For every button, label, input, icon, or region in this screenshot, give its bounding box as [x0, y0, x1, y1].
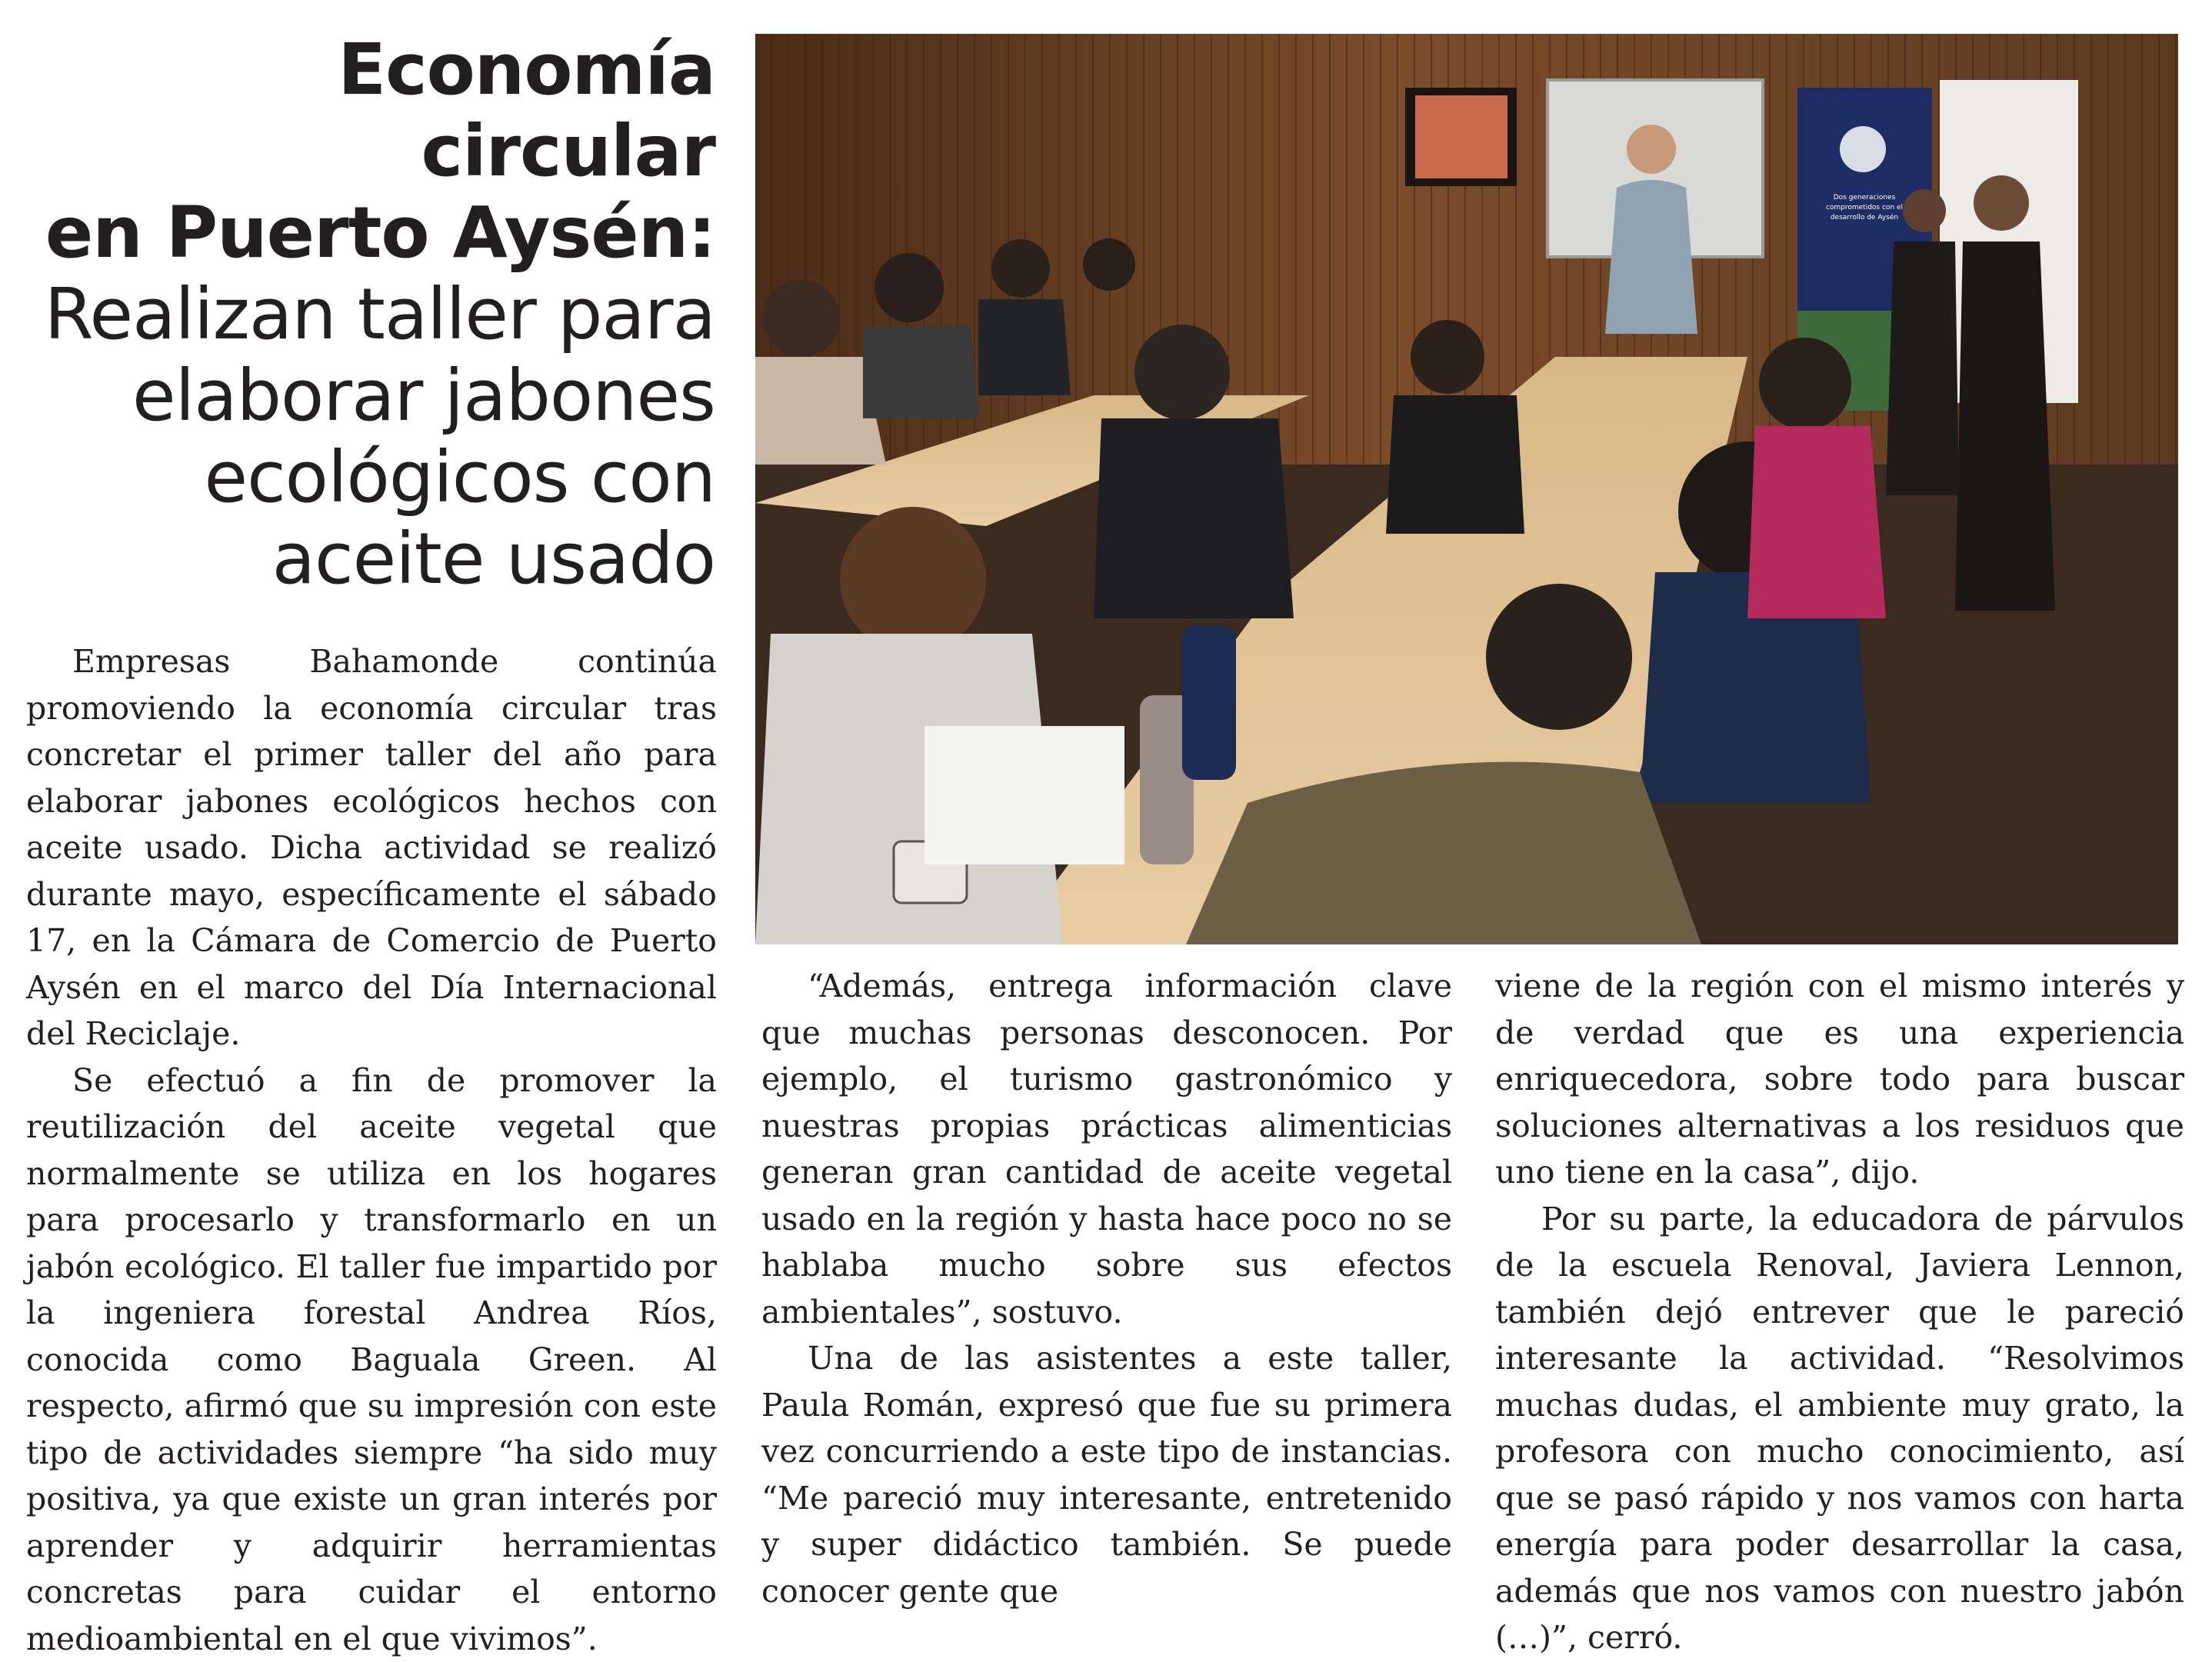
banner-text-1: Dos generaciones — [1834, 194, 1896, 202]
banner-text-2: comprometidos con el — [1826, 204, 1903, 211]
article-headline — [23, 29, 715, 600]
headline-line-2: en Puerto Aysén: — [23, 192, 715, 274]
col1-paragraph-1: Empresas Bahamonde continúa promoviendo la economía circular tras concretar el primer taller del año para elaborar jabones ecológicos hechos con aceite usado. Dicha actividad se realizó durante mayo, específicamente el sábado 17, en la Cámara de Comercio de Puerto Aysén en el marco del Día Internacional del Reciclaje. — [26, 638, 717, 1057]
headline-line-4: elaborar jabones — [23, 355, 715, 437]
workshop-photo — [755, 34, 2178, 944]
headline-line-1: Economía circular — [23, 29, 715, 192]
banner-text-3: desarrollo de Aysén — [1831, 213, 1898, 221]
headline-line-5: ecológicos con — [23, 437, 715, 518]
workshop-photo-illustration — [755, 34, 2178, 944]
col2-paragraph-1: “Además, entrega información clave que muchas personas desconocen. Por ejemplo, el turismo gastronómico y nuestras propias prácticas alimenticias generan gran cantidad de aceite vegetal usado en la región y hasta hace poco no se hablaba mucho sobre sus efectos ambientales”, sostuvo. — [761, 963, 1452, 1335]
headline-line-3: Realizan taller para — [23, 274, 715, 355]
article-column-2 — [761, 963, 1452, 1614]
article-column-1 — [26, 638, 717, 1662]
article-column-3 — [1495, 963, 2184, 1661]
col1-paragraph-2: Se efectuó a fin de promover la reutilización del aceite vegetal que normalmente se utiliza en los hogares para procesarlo y transformarlo en un jabón ecológico. El taller fue impartido por la ingeniera forestal Andrea Ríos, conocida como Baguala Green. Al respecto, afirmó que su impresión con este tipo de actividades siempre “ha sido muy positiva, ya que existe un gran interés por aprender y adquirir herramientas concretas para cuidar el entorno medioambiental en el que vivimos”. — [26, 1057, 717, 1662]
col2-paragraph-2: Una de las asistentes a este taller, Paula Román, expresó que fue su primera vez concurriendo a este tipo de instancias. “Me pareció muy interesante, entretenido y super didáctico también. Se puede conocer gente que — [761, 1335, 1452, 1614]
col3-continuation: viene de la región con el mismo interés y de verdad que es una experiencia enriquecedora, sobre todo para buscar soluciones alternativas a los residuos que uno tiene en la casa”, dijo. — [1495, 963, 2184, 1196]
headline-line-6: aceite usado — [23, 518, 715, 600]
col3-paragraph-1: Por su parte, la educadora de párvulos de la escuela Renoval, Javiera Lennon, también dejó entrever que le pareció interesante la actividad. “Resolvimos muchas dudas, el ambiente muy grato, la profesora con mucho conocimiento, así que se pasó rápido y nos vamos con harta energía para poder desarrollar la casa, además que nos vamos con nuestro jabón (…)”, cerró. — [1495, 1196, 2184, 1661]
